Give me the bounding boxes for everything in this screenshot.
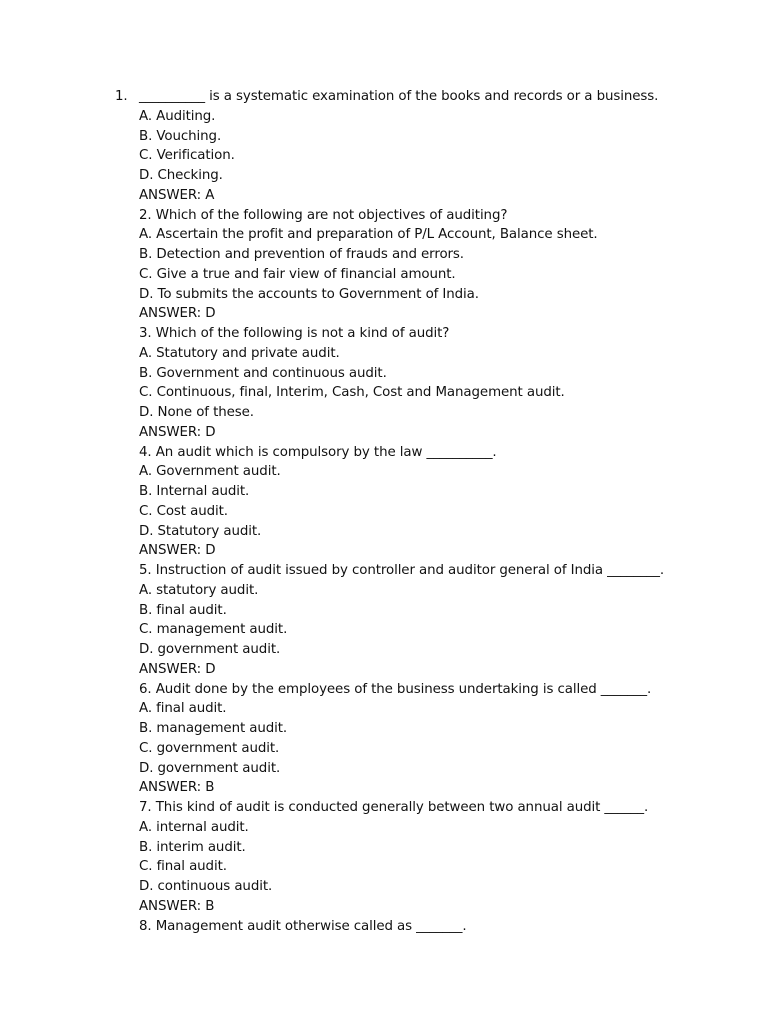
option-line: D. Statutory audit. [139, 523, 262, 539]
answer-line: ANSWER: B [139, 898, 215, 914]
option-line: D. To submits the accounts to Government of India. [139, 286, 479, 302]
option-line: B. Vouching. [139, 128, 222, 144]
question-line: 3. Which of the following is not a kind of audit? [139, 326, 450, 341]
option-line: D. Checking. [139, 168, 223, 183]
question-line: 7. This kind of audit is conducted generally between two annual audit ______. [139, 800, 649, 815]
option-line: D. government audit. [139, 760, 281, 776]
option-line: C. Continuous, final, Interim, Cash, Cost and Management audit. [139, 385, 565, 401]
answer-line: ANSWER: D [139, 306, 216, 322]
answer-line: ANSWER: A [139, 187, 215, 203]
option-line: D. continuous audit. [139, 879, 273, 894]
option-line: C. Give a true and fair view of financial amount. [139, 266, 456, 282]
option-line: A. Ascertain the profit and preparation of P/L Account, Balance sheet. [139, 227, 598, 243]
option-line: A. statutory audit. [139, 582, 259, 598]
question-line: 2. Which of the following are not objectives of auditing? [139, 207, 508, 223]
question-line: 6. Audit done by the employees of the business undertaking is called _______. [139, 681, 652, 697]
answer-line: ANSWER: D [139, 543, 216, 559]
option-line: C. Cost audit. [139, 503, 228, 519]
question-1-prompt: __________ is a systematic examination of the books and records or a business. [139, 89, 659, 104]
option-line: A. Government audit. [139, 464, 281, 480]
option-line: C. government audit. [139, 740, 280, 756]
question-1-number: 1. [115, 89, 128, 104]
answer-line: ANSWER: D [139, 424, 216, 440]
option-line: B. interim audit. [139, 839, 246, 855]
option-line: C. Verification. [139, 148, 235, 164]
option-line: C. final audit. [139, 859, 227, 875]
option-line: B. Detection and prevention of frauds and errors. [139, 247, 464, 262]
option-line: A. Auditing. [139, 108, 216, 124]
question-1-text [115, 87, 755, 107]
option-line: B. Internal audit. [139, 484, 250, 499]
option-line: A. final audit. [139, 701, 227, 717]
option-line: A. internal audit. [139, 819, 249, 835]
answer-line: ANSWER: D [139, 661, 216, 677]
option-line: B. Government and continuous audit. [139, 365, 387, 381]
option-line: D. government audit. [139, 642, 281, 657]
option-line: B. management audit. [139, 721, 288, 736]
question-line: 4. An audit which is compulsory by the law __________. [139, 444, 497, 460]
question-line: 8. Management audit otherwise called as _______. [139, 918, 467, 934]
question-line: 5. Instruction of audit issued by controller and auditor general of India ________. [139, 563, 665, 578]
option-line: A. Statutory and private audit. [139, 345, 340, 361]
option-line: B. final audit. [139, 602, 227, 618]
option-line: C. management audit. [139, 622, 288, 638]
option-line: D. None of these. [139, 405, 254, 420]
answer-line: ANSWER: B [139, 780, 215, 796]
question-list [115, 87, 755, 936]
